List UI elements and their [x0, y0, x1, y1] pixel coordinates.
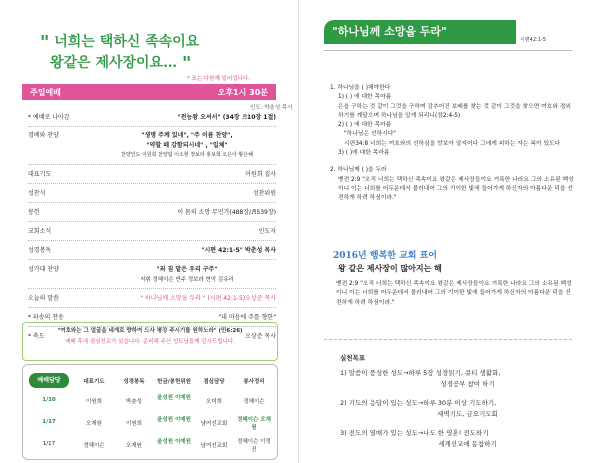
- order-item-value: 이원희 집사: [245, 171, 276, 178]
- duty-cell: 윤성원 이예원: [157, 439, 191, 445]
- duty-cell: 남여선교회: [200, 421, 228, 427]
- header-quote-line2: 왕같은 제사장이요…: [50, 55, 178, 71]
- sermon-title: " 하나님께 소망을 두라 " (시편 42:1-5)오상준 목사: [140, 295, 276, 302]
- church-theme-title: 2016년 행복한 교회 표어: [333, 251, 438, 261]
- memo-verse: "여호와는 그 얼굴을 네게로 향하여 드사 평강 주시기를 원하노라" (민6:26): [57, 328, 243, 334]
- memo-announcement: 예배 후에 점심친교가 있습니다. 준비해 주신 성도님들께 감사드립니다.: [65, 339, 235, 345]
- duty-cell: 남여선교회: [200, 443, 228, 449]
- order-row: [28, 275, 276, 287]
- practice-goal-main: 1) 말씀이 풍성한 성도→하루 5장 성경읽기, 큐티 생활화,: [340, 369, 501, 377]
- order-item-value: "시편 42:1-5" 박춘성 목사: [201, 247, 276, 254]
- duty-header: 점심담당: [203, 379, 225, 385]
- worship-title: 주일예배: [30, 88, 61, 97]
- verse-text: 벧전 2:9 "오직 너희는 택하신 족속이요 왕같은 제사장들이요 거룩한 나라요 그의 소유된 백성이니 이는 너희를 어두운데서 불러내어 그의 기이한 빛에 들어가게 하신자의 아름다운 덕을 선전하게 하려 하심이라.": [338, 176, 574, 202]
- order-row: [28, 151, 276, 163]
- order-item-name: 성경봉독: [28, 247, 52, 254]
- order-item-value: 오상준 목사: [245, 333, 276, 340]
- duty-cell: 이원희: [126, 421, 142, 427]
- duty-header: 봉사정리: [243, 379, 265, 385]
- order-row: [28, 169, 276, 181]
- choir-info: 지휘 정혜이슨 반주 정보라 현악 김유리: [140, 277, 234, 283]
- order-item-name: 성찬식: [28, 190, 46, 197]
- subpoint: 2) ( ) 에 대한 목마름: [338, 122, 392, 129]
- duty-date: 1/17: [42, 419, 56, 425]
- order-item-name: 오늘의 말씀: [28, 295, 59, 302]
- duty-date: 1/10: [42, 397, 56, 403]
- practice-goal-main: 2) 기도의 응답이 있는 성도→하루 30분 이상 기도하기,: [340, 399, 497, 407]
- order-item-name: * 예배로 나아감: [28, 114, 70, 121]
- verse-text: 시편34:8 너희는 여호와의 선하심을 맛보아 알지어다 그에게 피하는 자는 복이 있도다: [344, 140, 561, 147]
- duty-cell: 오재원: [86, 421, 102, 427]
- church-theme-subtitle: 왕 같은 제사장이 많아지는 해: [338, 264, 442, 273]
- duty-cell: 정혜이슨: [243, 399, 265, 405]
- subpoint: 3) ( )에 대한 목마름: [338, 150, 390, 157]
- duty-date: 1/17: [42, 441, 56, 447]
- practice-goals-title: 실천목표: [340, 354, 366, 362]
- point-1: 1. 하나님을 ( )해야한다: [330, 85, 391, 91]
- order-item-value: 인도자: [258, 228, 276, 235]
- bulletin-left-page: [0, 0, 299, 463]
- order-row: [28, 188, 276, 200]
- duty-cell: 윤성원 이예원: [157, 395, 191, 401]
- duty-cell: 정혜이슨: [83, 443, 105, 449]
- order-item-value: 이 몸의 소망 무언가(488장/♬539장): [177, 209, 276, 216]
- order-item-name: * 파송의 찬송: [28, 314, 64, 321]
- order-item-value: "내 마음에 주를 향한": [218, 314, 276, 321]
- order-row: [28, 293, 276, 305]
- standing-note: * 표는 다함께 일어섭니다.: [187, 76, 250, 82]
- worship-leader: 인도: 박춘성 목사: [250, 105, 293, 111]
- duty-header: 성경봉독: [123, 379, 145, 385]
- subpoint: 1) ( ) 에 대한 목마름: [338, 94, 392, 101]
- order-item-name: 교회소식: [28, 228, 52, 235]
- scripture-reference: 시편42:1-5: [520, 37, 546, 43]
- order-item-name: 경배와 찬양: [28, 132, 59, 139]
- duty-cell: 오재원: [126, 443, 142, 449]
- verse-text: 은을 구하는 것 같이 그것을 구하며 감추어진 보배를 찾는 것 같이 그것을 찾으면 여호와 경외하기를 깨달으며 하나님을 알게 되리니(잠2:4-5): [338, 103, 571, 119]
- order-item-value: "약할 때 강함되시네" , "일체": [146, 142, 228, 149]
- practice-goal: [340, 428, 575, 450]
- sermon-notes: [330, 84, 575, 204]
- order-row: [28, 207, 276, 219]
- sermon-title-banner: "하나님께 소망을 두라": [324, 20, 516, 44]
- practice-goal: [340, 368, 575, 390]
- practice-goal-main: 3) 전도의 열매가 있는 성도→나도 한 영혼! 전도하기: [340, 429, 489, 437]
- order-row: [28, 226, 276, 238]
- duty-roster-badge: 예배담당: [29, 373, 69, 388]
- practice-goal-sub: 성경공부 참여 하기: [440, 380, 495, 388]
- header-quote-line1: 너희는 택하신 족속이요: [54, 34, 200, 50]
- bulletin-right-page: [300, 0, 600, 463]
- duty-header: 헌금/봉헌위원: [157, 379, 191, 385]
- duty-cell: 이원희: [86, 399, 102, 405]
- order-item-name: 대표기도: [28, 171, 52, 178]
- verse-text: "하나님은 선하시다": [344, 131, 396, 138]
- order-row: [28, 245, 276, 257]
- order-item-value: "죄 짐 맡은 우리 구주": [156, 266, 218, 273]
- practice-goal: [340, 398, 575, 420]
- duty-cell: 윤성원 이예원: [157, 417, 191, 423]
- practice-goal-sub: 세계선교에 동참하기: [438, 440, 497, 448]
- order-item-value: 성찬위원: [252, 190, 276, 197]
- duty-cell: 박춘성: [126, 399, 142, 405]
- duty-roster: [22, 364, 278, 460]
- duty-header: 대표기도: [83, 379, 105, 385]
- praise-team: 찬양인도 이원희 찬양팀 이소현 정보라 홍보희 오은아 황은혜: [121, 152, 253, 158]
- order-item-name: 봉헌: [28, 209, 40, 216]
- order-item-value: "생명 주께 있네", "주 이름 찬양",: [141, 132, 233, 139]
- practice-goal-sub: 새벽기도, 금요기도회: [437, 410, 498, 418]
- duty-cell: 오미희: [206, 399, 222, 405]
- order-row: [28, 112, 276, 124]
- order-item-name: 성가대 찬양: [28, 266, 59, 273]
- theme-verse: 벧전 2:9 "오직 너희는 택하신 족속이요 왕같은 제사장들이요 거룩한 나라요 그의 소유된 백성이니 이는 너희를 어두운데서 불러내어 그의 기이한 빛에 들어가게 하신자의 아름다운 덕을 선전하게 하려 하심이라.": [336, 281, 572, 306]
- order-item-name: * 축도: [28, 333, 45, 340]
- benediction-memo: [22, 322, 278, 361]
- order-item-value: "전능왕 오셔서" (34장 ♬10장 1절): [177, 114, 276, 121]
- header-quote: " 너희는 택하신 족속이요 왕같은 제사장이요… ": [40, 32, 200, 74]
- worship-title-bar: [22, 84, 276, 100]
- duty-cell: 정혜이슨 오재원: [237, 417, 271, 431]
- worship-time: 오후1시 30분: [217, 88, 268, 97]
- duty-cell: 정혜이슨 이정진: [237, 439, 271, 453]
- point-2: 2. 하나님께 ( )을 두라: [330, 167, 387, 174]
